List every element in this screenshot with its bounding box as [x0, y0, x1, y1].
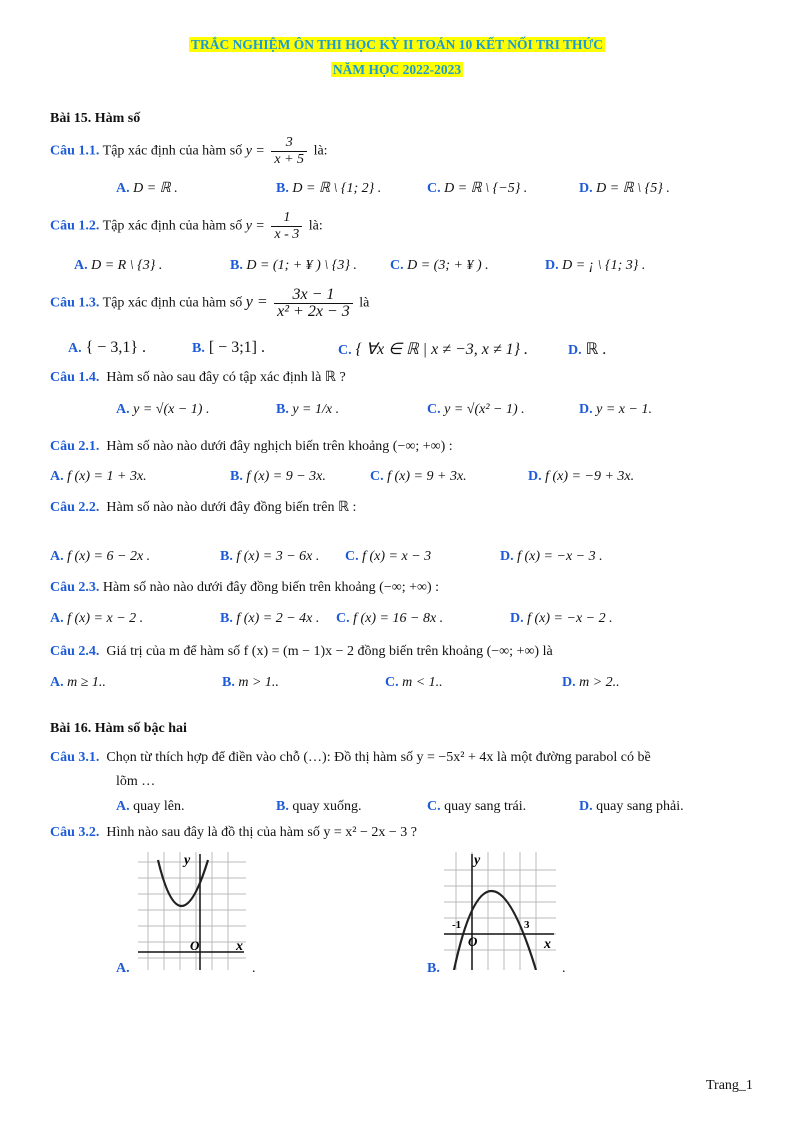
- question-1-4: Câu 1.4. Hàm số nào sau đây có tập xác định là ℝ ?: [50, 370, 346, 385]
- doc-title: TRẮC NGHIỆM ÔN THI HỌC KỲ II TOÁN 10 KẾT NỐI TRI THỨC: [190, 37, 604, 52]
- question-1-1: Câu 1.1. Tập xác định của hàm số y = $\frac{3}{x + 5}$ là:: [50, 135, 328, 167]
- option-a: A. quay lên.: [116, 799, 185, 814]
- fraction: $\frac{3}{x + 5}$: [271, 135, 307, 168]
- question-2-3: Câu 2.3. Hàm số nào nào dưới đây đồng biến trên khoảng (−∞; +∞) :: [50, 580, 440, 595]
- option-b: B. f (x) = 2 − 4x .: [220, 611, 320, 626]
- section-title: Bài 16. Hàm số bậc hai: [50, 721, 187, 736]
- option-c: C. { ∀x ∈ ℝ | x ≠ −3, x ≠ 1} .: [338, 341, 529, 358]
- question-3-2: Câu 3.2. Hình nào sau đây là đồ thị của hàm số y = x² − 2x − 3 ?: [50, 825, 417, 840]
- school-year: NĂM HỌC 2022-2023: [332, 62, 462, 77]
- option-d: D. y = x − 1.: [579, 402, 652, 417]
- fraction: $\frac{1}{x - 3}$: [271, 210, 302, 243]
- option-c: C. f (x) = 9 + 3x.: [370, 469, 467, 484]
- option-a: A. D = ℝ .: [116, 181, 178, 196]
- option-b: B. y = 1/x .: [276, 402, 340, 417]
- graph-a: [138, 852, 246, 970]
- option-b: B. quay xuống.: [276, 799, 362, 814]
- question-2-4: Câu 2.4. Giá trị của m để hàm số f (x) = (m − 1)x − 2 đồng biến trên khoảng (−∞; +∞) là: [50, 644, 553, 659]
- graph-b-x-label: x: [544, 937, 551, 952]
- option-a-dot: .: [252, 961, 256, 976]
- section-title: Bài 15. Hàm số: [50, 111, 141, 126]
- option-b: B. m > 1..: [222, 675, 279, 690]
- graph-b-y-label: y: [474, 853, 481, 868]
- option-c: C. D = (3; + ¥ ) .: [390, 258, 489, 273]
- option-b-dot: .: [562, 961, 566, 976]
- question-3-1: Câu 3.1. Chọn từ thích hợp để điền vào chỗ (…): Đồ thị hàm số y = −5x² + 4x là một đường parabol có bề: [50, 750, 651, 765]
- option-a: A. f (x) = x − 2 .: [50, 611, 144, 626]
- option-d: D. f (x) = −9 + 3x.: [528, 469, 635, 484]
- option-a: A. f (x) = 1 + 3x.: [50, 469, 147, 484]
- graph-b-3-label: 3: [524, 919, 530, 931]
- question-2-2: Câu 2.2. Hàm số nào nào dưới đây đồng biến trên ℝ :: [50, 500, 357, 515]
- option-b: B. f (x) = 9 − 3x.: [230, 469, 326, 484]
- option-d: D. f (x) = −x − 2 .: [510, 611, 613, 626]
- option-d: D. f (x) = −x − 3 .: [500, 549, 603, 564]
- option-b: B. f (x) = 3 − 6x .: [220, 549, 320, 564]
- graph-a-y-label: y: [184, 853, 191, 868]
- option-b: B.: [427, 961, 440, 976]
- option-d: D. D = ¡ \ {1; 3} .: [545, 258, 646, 273]
- graph-b-origin-label: O: [468, 934, 478, 949]
- question-2-1: Câu 2.1. Hàm số nào nào dưới đây nghịch biến trên khoảng (−∞; +∞) :: [50, 439, 453, 454]
- option-c: C. f (x) = x − 3: [345, 549, 432, 564]
- graph-a-origin-label: O: [190, 938, 200, 953]
- option-a: A.: [116, 961, 130, 976]
- option-c: C. m < 1..: [385, 675, 443, 690]
- graph-b: [444, 852, 556, 970]
- option-a: A. D = R \ {3} .: [74, 258, 163, 273]
- option-b: B. [ − 3;1] .: [192, 339, 265, 356]
- option-c: C. y = √(x² − 1) .: [427, 402, 525, 417]
- fraction: $\frac{3x - 1}{\text{x² + 2x − 3}}$: [274, 287, 353, 320]
- option-a: A. m ≥ 1..: [50, 675, 106, 690]
- question-3-1-cont: lõm …: [116, 774, 156, 789]
- option-d: D. m > 2..: [562, 675, 620, 690]
- question-1-3: Câu 1.3. Tập xác định của hàm số y = $\frac{3x - 1}{\text{x² + 2x − 3}}$ là: [50, 286, 370, 320]
- option-b: B. D = ℝ \ {1; 2} .: [276, 181, 382, 196]
- option-b: B. D = (1; + ¥ ) \ {3} .: [230, 258, 357, 273]
- option-c: C. quay sang trái.: [427, 799, 527, 814]
- graph-b-minus1-label: -1: [452, 919, 462, 931]
- option-d: D. D = ℝ \ {5} .: [579, 181, 670, 196]
- option-d: D. ℝ .: [568, 341, 607, 358]
- question-1-2: Câu 1.2. Tập xác định của hàm số y = $\frac{1}{x - 3}$ là:: [50, 210, 323, 242]
- option-a: A. y = √(x − 1) .: [116, 402, 210, 417]
- option-c: C. D = ℝ \ {−5} .: [427, 181, 528, 196]
- option-d: D. quay sang phải.: [579, 799, 684, 814]
- option-a: A. f (x) = 6 − 2x .: [50, 549, 151, 564]
- option-c: C. f (x) = 16 − 8x .: [336, 611, 444, 626]
- option-a: A. { − 3,1} .: [68, 339, 147, 356]
- graph-a-x-label: x: [236, 939, 243, 954]
- page-number: Trang_1: [706, 1078, 753, 1093]
